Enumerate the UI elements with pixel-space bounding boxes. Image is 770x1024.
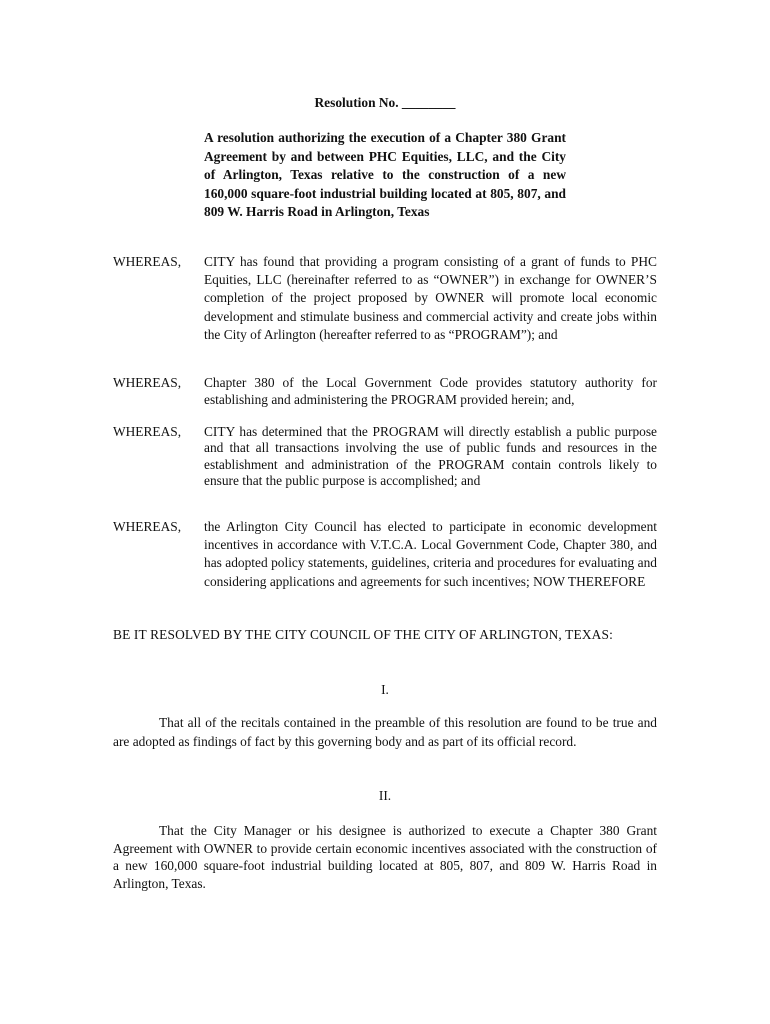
resolution-title: Resolution No. ________ [314,95,456,110]
section-text-1: That all of the recitals contained in the preamble of this resolution are found to be true and are adopted as findings of fact by this governing body and as part of its official record. [113,715,657,749]
whereas-text: the Arlington City Council has elected to participate in economic development incentives in accordance with V.T.C.A. Local Government Code, Chapter 380, and has adopted policy statements, guidelines, criteria and procedures for evaluating and considering applications and agreements for such incentives; NOW THEREFORE [204,519,657,589]
whereas-label: WHEREAS, [113,424,182,439]
whereas-clause-3 [113,424,657,490]
whereas-label: WHEREAS, [113,254,182,269]
whereas-label: WHEREAS, [113,375,182,390]
whereas-text: CITY has determined that the PROGRAM will directly establish a public purpose and that all transactions involving the use of public funds and resources in the establishment and administration of the PROGRAM contain controls likely to ensure that the public purpose is accomplished; and [204,424,657,489]
whereas-text: Chapter 380 of the Local Government Code provides statutory authority for establishing and administering the PROGRAM provided herein; and, [204,375,657,407]
section-text-2: That the City Manager or his designee is authorized to execute a Chapter 380 Grant Agreement with OWNER to provide certain economic incentives associated with the construction of a new 160,000 square-foot industrial building located at 805, 807, and 809 W. Harris Road in Arlington, Texas. [113,823,657,891]
resolved-statement: BE IT RESOLVED BY THE CITY COUNCIL OF THE CITY OF ARLINGTON, TEXAS: [113,627,613,642]
resolution-caption: A resolution authorizing the execution of a Chapter 380 Grant Agreement by and between PHC Equities, LLC, and the City of Arlington, Texas relative to the construction of a new 160,000 square-foot industrial building located at 805, 807, and 809 W. Harris Road in Arlington, Texas [204,130,566,219]
whereas-label: WHEREAS, [113,519,182,534]
whereas-clause-4 [113,518,657,591]
whereas-text: CITY has found that providing a program consisting of a grant of funds to PHC Equities, LLC (hereinafter referred to as “OWNER”) in exchange for OWNER’S completion of the project proposed by OWNER will promote local economic development and stimulate business and commercial activity and create jobs within the City of Arlington (hereafter referred to as “PROGRAM”); and [204,254,657,342]
whereas-clause-1 [113,253,657,344]
section-number-2: II. [378,788,392,803]
whereas-clause-2 [113,375,657,408]
section-number-1: I. [381,682,389,697]
